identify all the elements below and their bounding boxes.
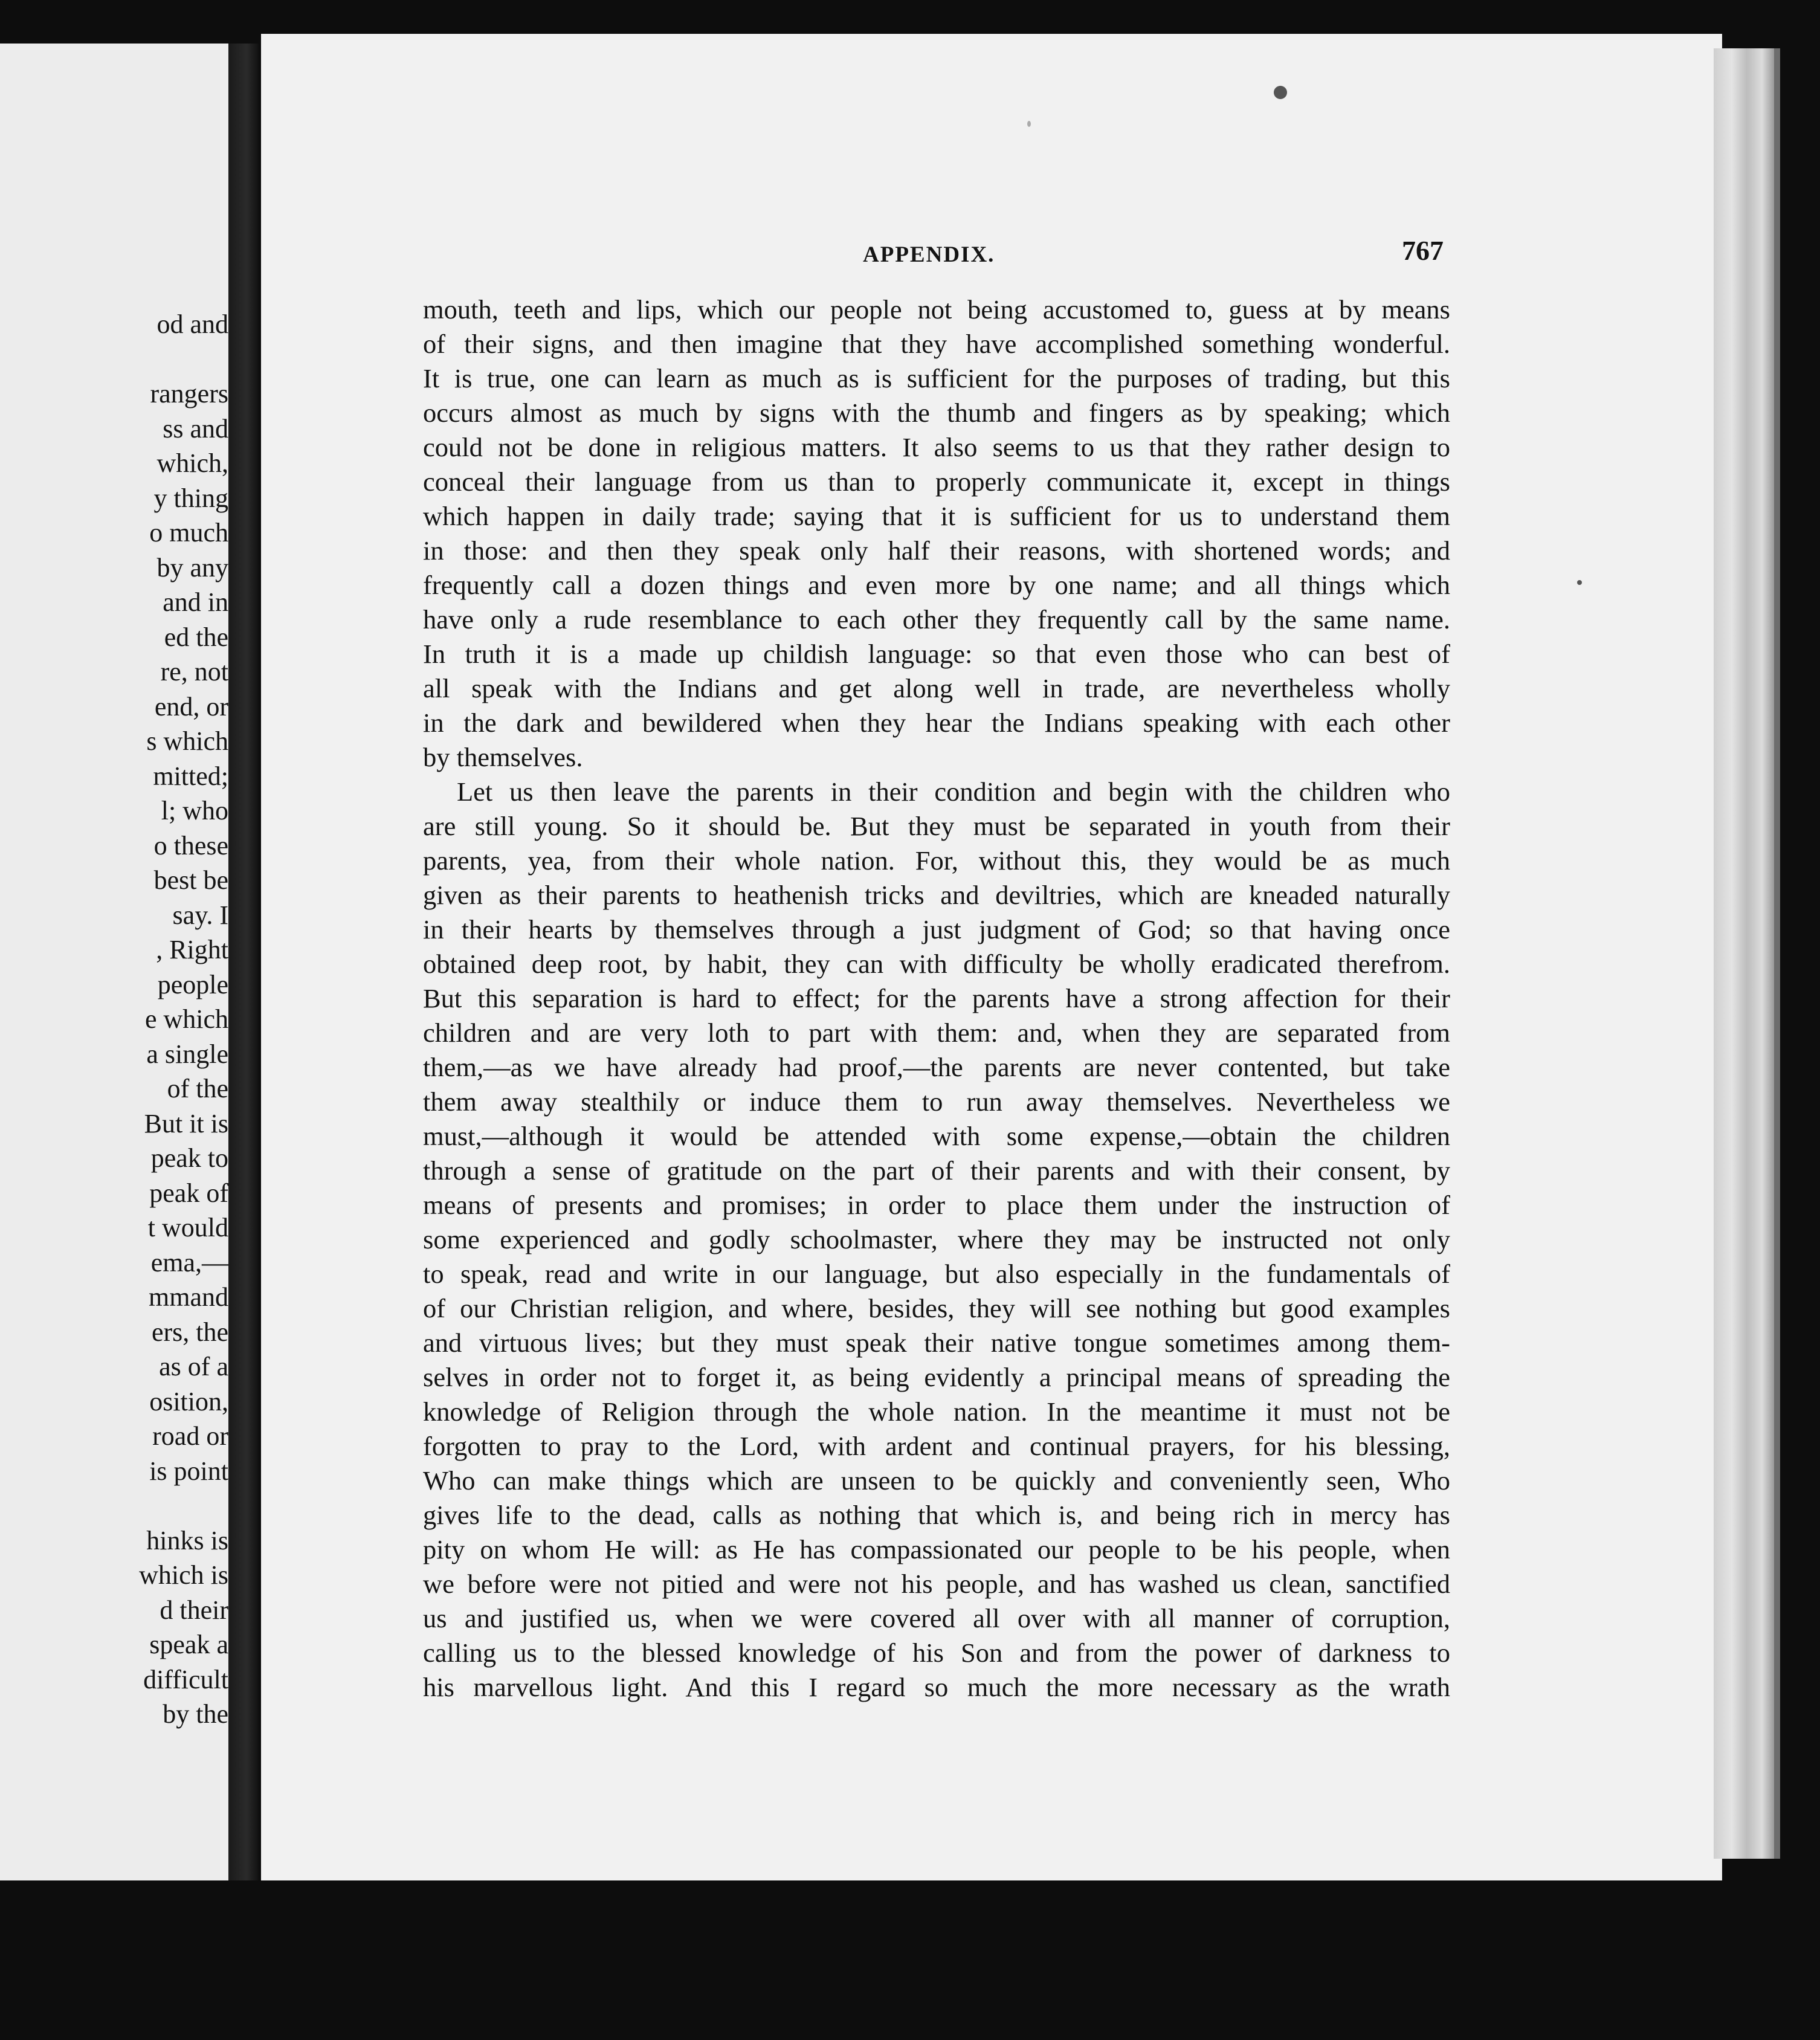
text-line: them,—as we have already had proof,—the parents are never contented, but take: [423, 1052, 1450, 1082]
book-gutter: [228, 44, 259, 1880]
left-page-line: , Right: [156, 935, 228, 964]
left-page-line: o these: [153, 830, 228, 860]
left-page-line: y thing: [153, 483, 228, 513]
text-line: through a sense of gratitude on the part of their parents and with their consent, by: [423, 1155, 1450, 1186]
text-line: gives life to the dead, calls as nothing that which is, and being rich in mercy has: [423, 1500, 1450, 1530]
left-page-text: [0, 44, 228, 1732]
text-line: his marvellous light. And this I regard so much the more necessary as the wrath: [423, 1672, 1450, 1702]
left-page-line: l; who: [161, 796, 228, 825]
left-facing-page: [0, 44, 228, 1880]
text-line: given as their parents to heathenish tricks and deviltries, which are kneaded naturally: [423, 880, 1450, 910]
text-line: It is true, one can learn as much as is sufficient for the purposes of trading, but this: [423, 363, 1450, 393]
text-line: Who can make things which are unseen to be quickly and conveniently seen, Who: [423, 1465, 1450, 1496]
text-line: mouth, teeth and lips, which our people not being accustomed to, guess at by means: [423, 294, 1450, 324]
text-line: conceal their language from us than to properly communicate it, except in things: [423, 466, 1450, 497]
scan-speck: [1577, 580, 1582, 585]
left-page-line: and in: [163, 587, 228, 617]
text-line: obtained deep root, by habit, they can with difficulty be wholly eradicated therefrom.: [423, 949, 1450, 979]
left-page-line: by any: [157, 552, 228, 583]
left-page-line: ed the: [164, 622, 228, 652]
text-line: could not be done in religious matters. It also seems to us that they rather design to: [423, 432, 1450, 462]
text-line: in those: and then they speak only half their reasons, with shortened words; and: [423, 535, 1450, 566]
left-page-line: t would: [147, 1213, 228, 1242]
page-number: 767: [1402, 235, 1444, 266]
text-line: knowledge of Religion through the whole nation. In the meantime it must not be: [423, 1396, 1450, 1427]
text-line: Let us then leave the parents in their condition and begin with the children who: [457, 776, 1450, 807]
left-page-line: a single: [146, 1039, 228, 1069]
left-page-line: ers, the: [151, 1317, 228, 1347]
left-page-line: say. I: [172, 900, 228, 930]
left-page-line: speak a: [149, 1630, 228, 1659]
left-page-line: end, or: [154, 691, 228, 721]
text-line: In truth it is a made up childish language: so that even those who can best of: [423, 639, 1450, 669]
left-page-line: of the: [167, 1074, 228, 1103]
left-page-line: rangers: [150, 379, 228, 408]
text-line: in their hearts by themselves through a just judgment of God; so that having once: [423, 914, 1450, 944]
text-line: which happen in daily trade; saying that it is sufficient for us to understand them: [423, 501, 1450, 531]
left-page-line: re, not: [160, 657, 228, 686]
left-page-line: s which: [146, 726, 228, 756]
text-line: of their signs, and then imagine that they have accomplished something wonderful.: [423, 329, 1450, 359]
text-line: must,—although it would be attended with some expense,—obtain the children: [423, 1121, 1450, 1151]
left-page-line: peak to: [150, 1143, 228, 1173]
text-line: occurs almost as much by signs with the thumb and fingers as by speaking; which: [423, 398, 1450, 428]
text-line: and virtuous lives; but they must speak their native tongue sometimes among them-: [423, 1328, 1450, 1358]
text-line: parents, yea, from their whole nation. For, without this, they would be as much: [423, 845, 1450, 876]
left-page-line: mitted;: [153, 761, 228, 791]
left-page-line: best be: [153, 865, 228, 895]
text-line: calling us to the blessed knowledge of his Son and from the power of darkness to: [423, 1638, 1450, 1668]
left-page-line: [0, 342, 228, 377]
text-line: selves in order not to forget it, as being evidently a principal means of spreading the: [423, 1362, 1450, 1392]
left-page-line: od and: [157, 309, 228, 339]
text-line: we before were not pitied and were not his people, and has washed us clean, sanctified: [423, 1569, 1450, 1599]
text-line: But this separation is hard to effect; for the parents have a strong affection for their: [423, 983, 1450, 1013]
left-page-line: ema,—: [150, 1247, 228, 1277]
text-line: frequently call a dozen things and even more by one name; and all things which: [423, 570, 1450, 600]
left-page-line: peak of: [149, 1178, 228, 1208]
text-line: us and justified us, when we were covered all over with all manner of corruption,: [423, 1603, 1450, 1633]
left-page-line: osition,: [149, 1386, 228, 1416]
text-line: by themselves.: [423, 742, 583, 772]
left-page-line: is point: [149, 1456, 228, 1486]
text-line: them away stealthily or induce them to run away themselves. Nevertheless we: [423, 1086, 1450, 1117]
text-line: to speak, read and write in our language, but also especially in the fundamentals of: [423, 1259, 1450, 1289]
left-page-line: people: [157, 969, 228, 999]
left-page-line: hinks is: [146, 1525, 228, 1555]
left-page-line: But it is: [144, 1108, 228, 1138]
text-line: forgotten to pray to the Lord, with ardent and continual prayers, for his blessing,: [423, 1431, 1450, 1461]
left-page-line: as of a: [159, 1352, 228, 1381]
left-page-line: mmand: [149, 1282, 228, 1312]
left-page-line: d their: [160, 1595, 228, 1625]
left-page-line: o much: [149, 518, 228, 547]
left-page-line: by the: [163, 1699, 228, 1729]
text-line: in the dark and bewildered when they hear the Indians speaking with each other: [423, 708, 1450, 738]
left-page-line: [0, 1488, 228, 1523]
text-line: means of presents and promises; in order to place them under the instruction of: [423, 1190, 1450, 1220]
text-line: children and are very loth to part with them: and, when they are separated from: [423, 1018, 1450, 1048]
left-page-line: which is: [139, 1560, 228, 1590]
left-page-line: which,: [157, 448, 228, 478]
running-head: APPENDIX.: [863, 242, 995, 267]
text-line: pity on whom He will: as He has compassionated our people to be his people, when: [423, 1534, 1450, 1564]
text-line: of our Christian religion, and where, besides, they will see nothing but good examples: [423, 1293, 1450, 1323]
scan-speck: [1027, 121, 1031, 127]
scan-speck: [1274, 86, 1287, 99]
left-page-line: road or: [152, 1421, 228, 1451]
text-line: all speak with the Indians and get along well in trade, are nevertheless wholly: [423, 673, 1450, 703]
page-edge: [1714, 48, 1774, 1859]
left-page-line: e which: [144, 1004, 228, 1034]
text-line: have only a rude resemblance to each other they frequently call by the same name.: [423, 604, 1450, 634]
page-edge-shadow: [1774, 48, 1780, 1859]
body-text: [423, 292, 1450, 1705]
left-page-line: ss and: [163, 413, 228, 444]
text-line: some experienced and godly schoolmaster, where they may be instructed not only: [423, 1224, 1450, 1254]
text-line: are still young. So it should be. But they must be separated in youth from their: [423, 811, 1450, 841]
left-page-line: difficult: [143, 1664, 228, 1694]
